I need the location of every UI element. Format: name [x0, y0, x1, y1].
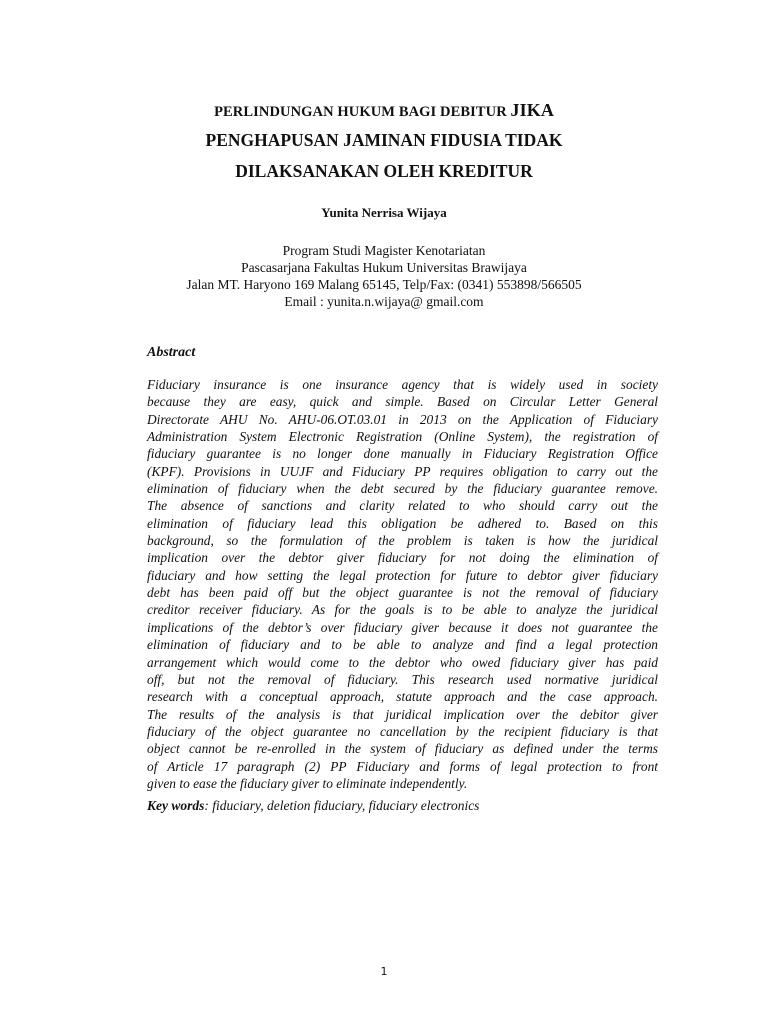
abstract-line: Administration System Electronic Registration (Online System), the registration of: [147, 429, 658, 445]
abstract-line: arrangement which would come to the debtor who owed fiduciary giver has paid: [147, 654, 658, 670]
abstract-line: implications of the debtor’s over fiduciary giver because it does not guarantee the: [147, 619, 658, 635]
abstract-line: fiduciary and how setting the legal protection for future to debtor giver fiduciary: [147, 567, 658, 583]
abstract-line: research with a conceptual approach, statute approach and the case approach.: [147, 689, 658, 705]
abstract-line: given to ease the fiduciary giver to eliminate independently.: [147, 775, 468, 791]
keywords-line: [147, 798, 479, 814]
abstract-heading: Abstract: [147, 345, 196, 360]
affiliation-email: Email : yunita.n.wijaya@ gmail.com: [284, 294, 484, 309]
affiliation-block: [0, 242, 768, 310]
abstract-line: background, so the formulation of the problem is taken is how the juridical: [147, 533, 658, 549]
abstract-line: off, but not the removal of fiduciary. This research used normative juridical: [147, 671, 658, 687]
abstract-line: Directorate AHU No. AHU-06.OT.03.01 in 2013 on the Application of Fiduciary: [147, 411, 658, 427]
abstract-line: Fiduciary insurance is one insurance agency that is widely used in society: [147, 377, 658, 392]
affiliation-address: Jalan MT. Haryono 169 Malang 65145, Telp/Fax: (0341) 553898/566505: [186, 277, 582, 292]
keywords-label: Key words: [147, 798, 205, 813]
abstract-line: object cannot be re-enrolled in the system of fiduciary as defined under the terms: [147, 741, 658, 757]
title-line-1-jika: JIKA: [510, 100, 554, 120]
affiliation-faculty: Pascasarjana Fakultas Hukum Universitas Brawijaya: [241, 260, 527, 275]
abstract-line: elimination of fiduciary and to be able to analyze and find a legal protection: [147, 637, 658, 653]
abstract-line: (KPF). Provisions in UUJF and Fiduciary PP requires obligation to carry out the: [147, 463, 658, 479]
abstract-line: elimination of fiduciary when the debt secured by the fiduciary guarantee remove.: [147, 481, 658, 497]
keywords-text: : fiduciary, deletion fiduciary, fiduciary electronics: [204, 798, 480, 813]
abstract-line: of Article 17 paragraph (2) PP Fiduciary and forms of legal protection to front: [147, 758, 658, 774]
abstract-line: creditor receiver fiduciary. As for the goals is to be able to analyze the juridical: [147, 602, 658, 618]
abstract-line: implication over the debtor giver fiduciary for not doing the elimination of: [147, 550, 658, 566]
abstract-line: The absence of sanctions and clarity related to who should carry out the: [147, 498, 658, 514]
abstract-line: because they are easy, quick and simple. Based on Circular Letter General: [147, 394, 658, 410]
abstract-line: elimination of fiduciary lead this obligation be adhered to. Based on this: [147, 515, 658, 531]
affiliation-program: Program Studi Magister Kenotariatan: [282, 243, 486, 258]
title-line-1: [0, 100, 768, 121]
abstract-line: fiduciary guarantee is no longer done manually in Fiduciary Registration Office: [147, 446, 658, 462]
title-line-2: PENGHAPUSAN JAMINAN FIDUSIA TIDAK: [205, 130, 563, 150]
title-line-1-main: PERLINDUNGAN HUKUM BAGI DEBITUR: [214, 104, 507, 120]
title-line-3: DILAKSANAKAN OLEH KREDITUR: [235, 161, 533, 181]
abstract-body: [147, 376, 658, 792]
abstract-line: fiduciary of the object guarantee no cancellation by the recipient fiduciary is that: [147, 723, 658, 739]
abstract-line: The results of the analysis is that juridical implication over the debitor giver: [147, 706, 658, 722]
author-name: Yunita Nerrisa Wijaya: [321, 205, 447, 220]
abstract-line: debt has been paid off but the object guarantee is not the removal of fiduciary: [147, 585, 658, 601]
page-number: 1: [380, 965, 388, 978]
